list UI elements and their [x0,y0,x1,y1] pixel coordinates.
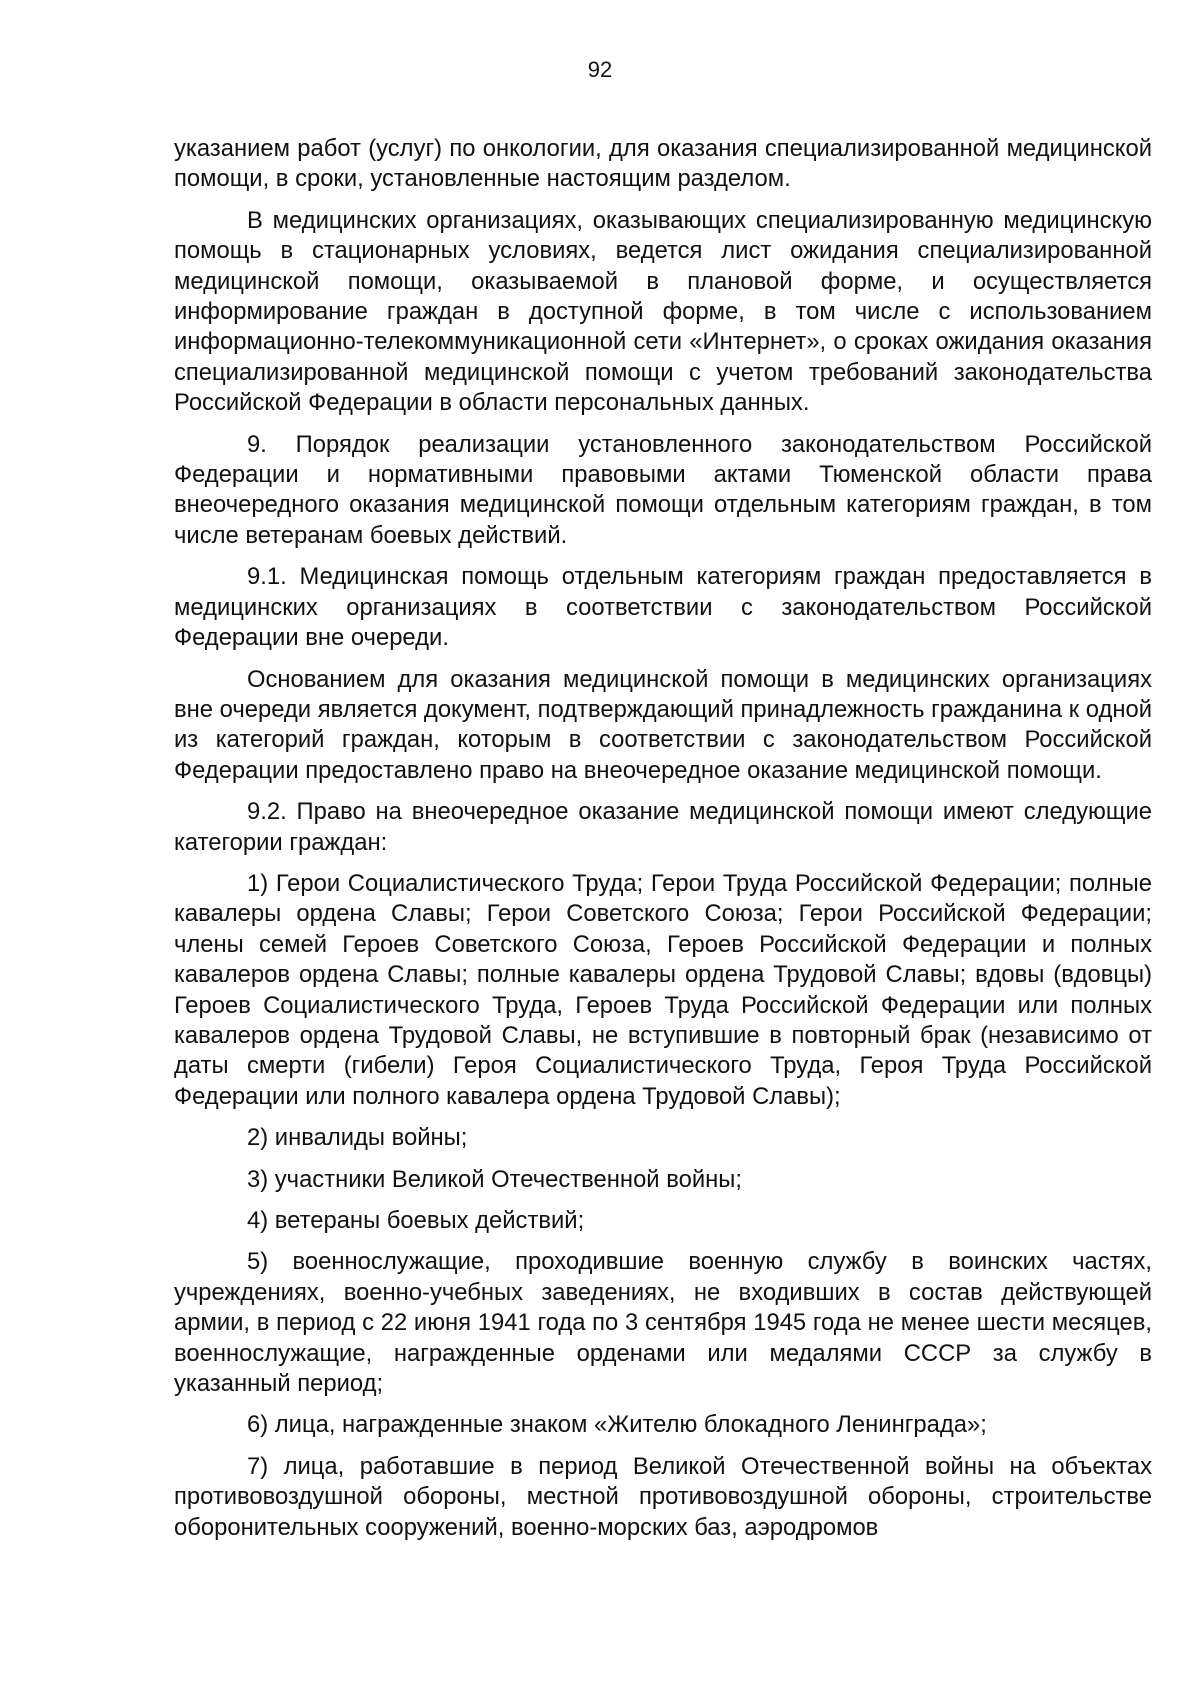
document-body [174,134,1152,1554]
clause-9-1: 9.1. Медицинская помощь отдельным категориям граждан предоставляется в медицинских организациях в соответствии с законодательством Российской Федерации вне очереди. [174,563,1152,652]
clause-9-2: 9.2. Право на внеочередное оказание медицинской помощи имеют следующие категории граждан: [174,798,1152,856]
paragraph-waiting-list: В медицинских организациях, оказывающих специализированную медицинскую помощь в стационарных условиях, ведется лист ожидания специализированной медицинской помощи, оказываемой в плановой форме, и осуществляется информирование граждан в доступной форме, в том числе с использованием информационно-телекоммуникационной сети «Интернет», о сроках ожидания оказания специализированной медицинской помощи с учетом требований законодательства Российской Федерации в области персональных данных. [174,206,1152,417]
paragraph-continuation: указанием работ (услуг) по онкологии, для оказания специализированной медицинской помощи, в сроки, установленные настоящим разделом. [174,135,1152,193]
list-item-4: 4) ветераны боевых действий; [247,1207,585,1234]
page-number: 92 [587,57,613,82]
list-item-5: 5) военнослужащие, проходившие военную службу в воинских частях, учреждениях, военно-учебных заведениях, не входивших в состав действующей армии, в период с 22 июня 1941 года по 3 сентября 1945 года не менее шести месяцев, военнослужащие, награжденные орденами или медалями СССР за службу в указанный период; [174,1248,1152,1398]
list-item-6: 6) лица, награжденные знаком «Жителю блокадного Ленинграда»; [247,1411,987,1439]
list-item-1: 1) Герои Социалистического Труда; Герои Труда Российской Федерации; полные кавалеры ордена Славы; Герои Советского Союза; Герои Российской Федерации; члены семей Героев Советского Союза, Героев Российской Федерации и полных кавалеров ордена Славы; полные кавалеры ордена Трудовой Славы; вдовы (вдовцы) Героев Социалистического Труда, Героев Труда Российской Федерации или полных кавалеров ордена Трудовой Славы, не вступившие в повторный брак (независимо от даты смерти (гибели) Героя Социалистического Труда, Героя Труда Российской Федерации или полного кавалера ордена Трудовой Славы); [174,869,1152,1110]
list-item-3: 3) участники Великой Отечественной войны; [247,1165,742,1193]
section-9-heading: 9. Порядок реализации установленного законодательством Российской Федерации и нормативными правовыми актами Тюменской области права внеочередного оказания медицинской помощи отдельным категориям граждан, в том числе ветеранам боевых действий. [174,430,1152,549]
list-item-7: 7) лица, работавшие в период Великой Отечественной войны на объектах противовоздушной обороны, местной противовоздушной обороны, строительстве оборонительных сооружений, военно-морских баз, аэродромов [174,1452,1152,1541]
list-item-2: 2) инвалиды войны; [247,1124,468,1152]
paragraph-basis: Основанием для оказания медицинской помощи в медицинских организациях вне очереди является документ, подтверждающий принадлежность гражданина к одной из категорий граждан, которым в соответствии с законодательством Российской Федерации предоставлено право на внеочередное оказание медицинской помощи. [174,665,1153,784]
